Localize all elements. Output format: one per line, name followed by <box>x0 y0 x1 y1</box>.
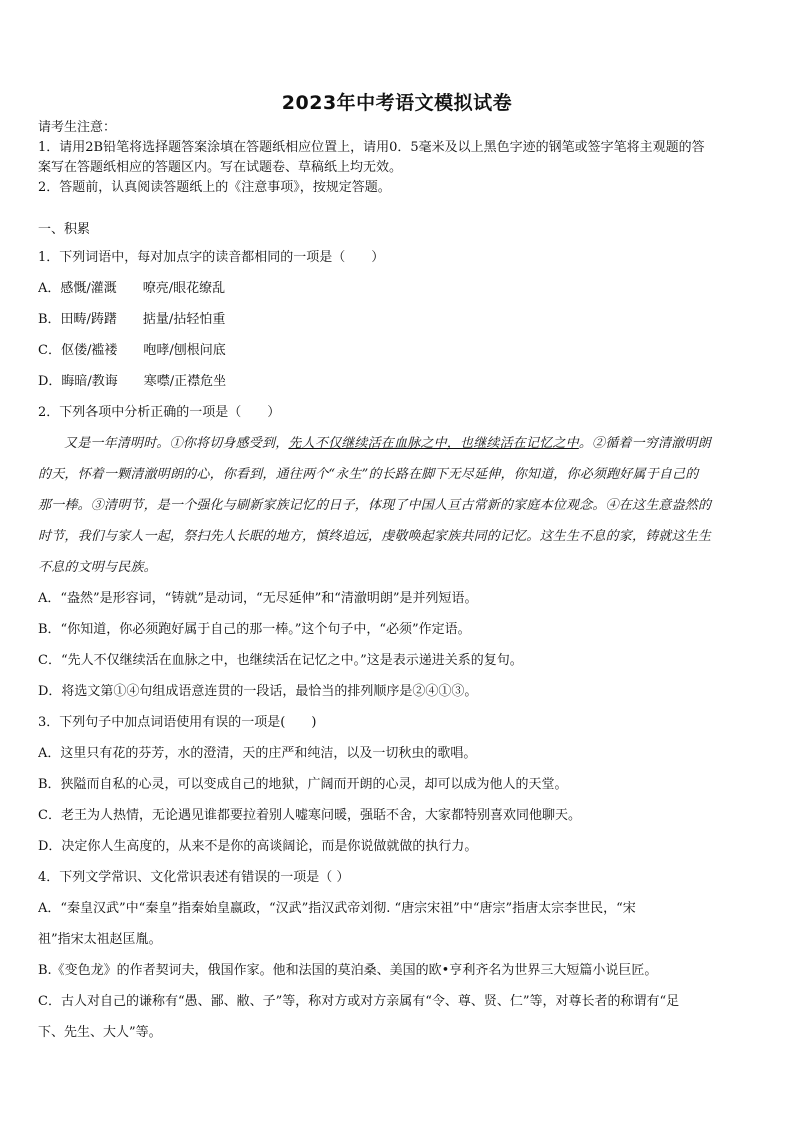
notice-line: 1．请用2B铅笔将选择题答案涂填在答题纸相应位置上，请用0．5毫米及以上黑色字迹的钢笔或签字笔将主观题的答 <box>38 140 705 155</box>
notice-line: 案写在答题纸相应的答题区内。写在试题卷、草稿纸上均无效。 <box>38 160 403 175</box>
question-1 <box>38 242 756 397</box>
question-stem: 3．下列句子中加点词语使用有误的一项是( ) <box>38 715 317 730</box>
option-a: A．“秦皇汉武”中“秦皇”指秦始皇嬴政，“汉武”指汉武帝刘彻. “唐宗宋祖”中“唐宗”指唐太宗李世民，“宋 <box>38 901 636 916</box>
option-c-continued: 下、先生、大人”等。 <box>38 1025 162 1040</box>
option-d: D．晦暗/教诲 寒噤/正襟危坐 <box>38 374 227 389</box>
question-stem: 2．下列各项中分析正确的一项是（ ） <box>38 405 281 420</box>
option-c: C．“先人不仅继续活在血脉之中，也继续活在记忆之中。”这是表示递进关系的复句。 <box>38 653 523 668</box>
passage-line: 时节，我们与家人一起，祭扫先人长眠的地方，慎终追远，虔敬唤起家族共同的记忆。这生生不息的家，铸就这生生 <box>38 529 712 544</box>
option-b: B．狭隘而自私的心灵，可以变成自己的地狱，广阔而开朗的心灵，却可以成为他人的天堂。 <box>38 777 568 792</box>
option-c: C．古人对自己的谦称有“愚、鄙、敝、子”等，称对方或对方亲属有“令、尊、贤、仁”等，对尊长者的称谓有“足 <box>38 994 680 1009</box>
passage-line: 不息的文明与民族。 <box>38 560 157 575</box>
option-d: D．将选文第①④句组成语意连贯的一段话，最恰当的排列顺序是②④①③。 <box>38 684 478 699</box>
passage-line: 的天，怀着一颗清澈明朗的心，你看到，通往两个“永生”的长路在脚下无尽延伸，你知道，你必须跑好属于自己的 <box>38 467 699 482</box>
option-a: A．“盎然”是形容词，“铸就”是动词，“无尽延伸”和“清澈明朗”是并列短语。 <box>38 591 478 606</box>
option-a: A．这里只有花的芬芳，水的澄清，天的庄严和纯洁，以及一切秋虫的歌唱。 <box>38 746 477 761</box>
page-title: 2023年中考语文模拟试卷 <box>281 92 513 114</box>
question-3 <box>38 707 756 862</box>
option-a-continued: 祖”指宋太祖赵匡胤。 <box>38 932 162 947</box>
option-b: B．“你知道，你必须跑好属于自己的那一棒。”这个句子中，“必须”作定语。 <box>38 622 471 637</box>
passage-line: 那一棒。③清明节，是一个强化与刷新家族记忆的日子，体现了中国人亘古常新的家庭本位观念。④在这生意盎然的 <box>38 498 712 513</box>
notice-line: 2．答题前，认真阅读答题纸上的《注意事项》，按规定答题。 <box>38 180 391 195</box>
section-heading: 一、积累 <box>38 222 91 237</box>
reading-passage <box>38 428 756 583</box>
option-a: A．感慨/灌溉 嘹亮/眼花缭乱 <box>38 281 226 296</box>
exam-content <box>38 118 756 1048</box>
passage-line <box>38 428 756 459</box>
question-stem: 1．下列词语中，每对加点字的读音都相同的一项是（ ） <box>38 250 385 265</box>
notice-heading: 请考生注意： <box>38 120 117 135</box>
question-2 <box>38 397 756 707</box>
passage-text: 又是一年清明时。①你将切身感受到， <box>64 436 289 451</box>
option-c: C．老王为人热情，无论遇见谁都要拉着别人嘘寒问暖，强聒不舍，大家都特别喜欢同他聊天。 <box>38 808 581 823</box>
option-b: B．田畴/踌躇 掂量/拈轻怕重 <box>38 312 226 327</box>
question-4 <box>38 862 756 1048</box>
option-b: B.《变色龙》的作者契诃夫，俄国作家。他和法国的莫泊桑、美国的欧•亨利齐名为世界三大短篇小说巨匠。 <box>38 963 658 978</box>
option-d: D．决定你人生高度的，从来不是你的高谈阔论，而是你说做就做的执行力。 <box>38 839 478 854</box>
notice-block <box>38 118 756 198</box>
passage-underlined-text: 先人不仅继续活在血脉之中，也继续活在记忆之中 <box>288 436 579 451</box>
question-stem: 4．下列文学常识、文化常识表述有错误的一项是（ ） <box>38 870 350 885</box>
passage-text: 。②循着一穷清澈明朗 <box>578 436 711 451</box>
option-c: C．伛偻/褴褛 咆哮/刨根问底 <box>38 343 226 358</box>
